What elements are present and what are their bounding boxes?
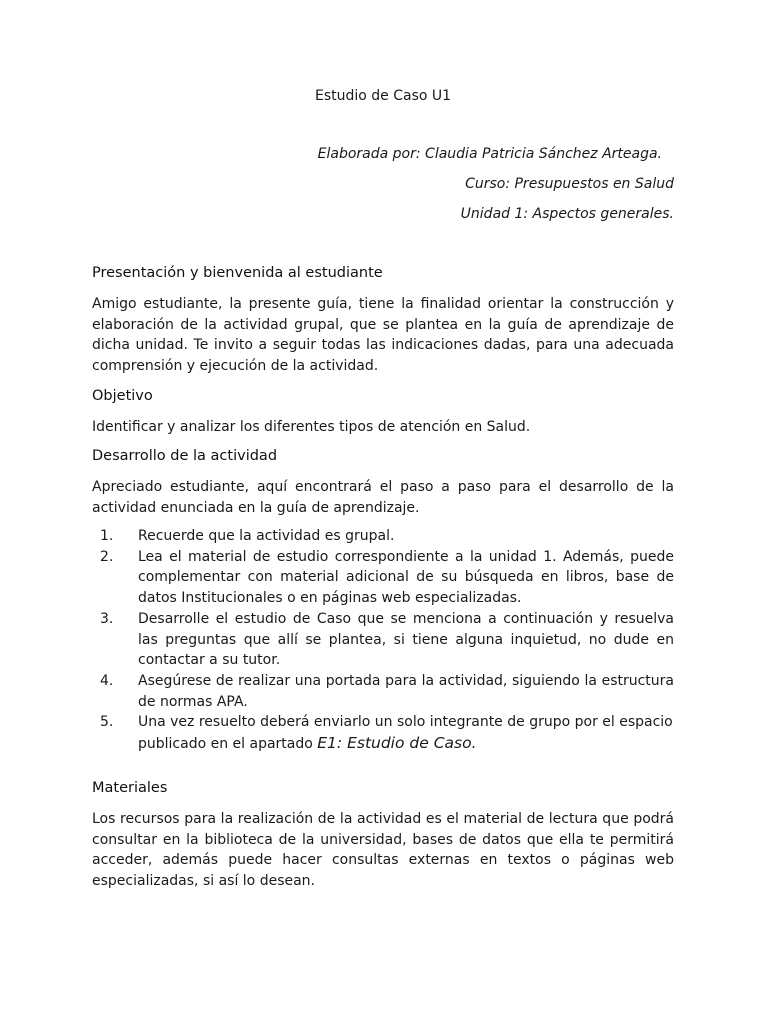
step-text: Recuerde que la actividad es grupal.: [138, 528, 395, 544]
steps-list: [92, 526, 674, 755]
document-page: [92, 0, 674, 1024]
step-number: 4.: [100, 672, 114, 689]
list-item: [92, 526, 674, 547]
objective-body: Identificar y analizar los diferentes tipos de atención en Salud.: [92, 419, 531, 435]
step-emphasis: E1: Estudio de Caso.: [317, 734, 477, 753]
materials-heading: Materiales: [92, 780, 168, 796]
author-line: Elaborada por: Claudia Patricia Sánchez Arteaga.: [317, 146, 662, 162]
step-number: 2.: [100, 548, 114, 565]
materials-body: Los recursos para la realización de la actividad es el material de lectura que podrá consultar en la biblioteca de la universidad, bases de datos que ella te permitirá acceder, además puede hacer consultas externas en textos o páginas web especializadas, si así lo desean.: [92, 811, 674, 890]
development-intro: Apreciado estudiante, aquí encontrará el paso a paso para el desarrollo de la actividad enunciada en la guía de aprendizaje.: [92, 479, 674, 516]
step-text: Lea el material de estudio correspondiente a la unidad 1. Además, puede complementar con material adicional de su búsqueda en libros, base de datos Institucionales o en páginas web especializadas.: [138, 548, 674, 607]
step-number: 1.: [100, 528, 114, 544]
step-number: 5.: [100, 714, 114, 731]
course-line: Curso: Presupuestos en Salud: [465, 176, 674, 192]
list-item: [92, 547, 674, 609]
objective-heading: Objetivo: [92, 388, 153, 404]
presentation-body: Amigo estudiante, la presente guía, tiene la finalidad orientar la construcción y elaboración de la actividad grupal, que se plantea en la guía de aprendizaje de dicha unidad. Te invito a seguir todas las indicaciones dadas, para una adecuada comprensión y ejecución de la actividad.: [92, 296, 674, 375]
step-text: Una vez resuelto deberá enviarlo un solo integrante de grupo por el espacio publicado en el apartado: [138, 714, 673, 753]
presentation-heading: Presentación y bienvenida al estudiante: [92, 265, 383, 281]
document-title: Estudio de Caso U1: [314, 88, 452, 104]
list-item: [92, 671, 674, 712]
unit-line: Unidad 1: Aspectos generales.: [460, 206, 674, 222]
list-item: [92, 712, 674, 754]
development-heading: Desarrollo de la actividad: [92, 448, 278, 464]
step-number: 3.: [100, 610, 114, 627]
step-text: Desarrolle el estudio de Caso que se menciona a continuación y resuelva las preguntas que allí se plantea, si tiene alguna inquietud, no dude en contactar a su tutor.: [138, 610, 674, 669]
step-text: Asegúrese de realizar una portada para la actividad, siguiendo la estructura de normas APA.: [138, 672, 674, 710]
list-item: [92, 609, 674, 671]
